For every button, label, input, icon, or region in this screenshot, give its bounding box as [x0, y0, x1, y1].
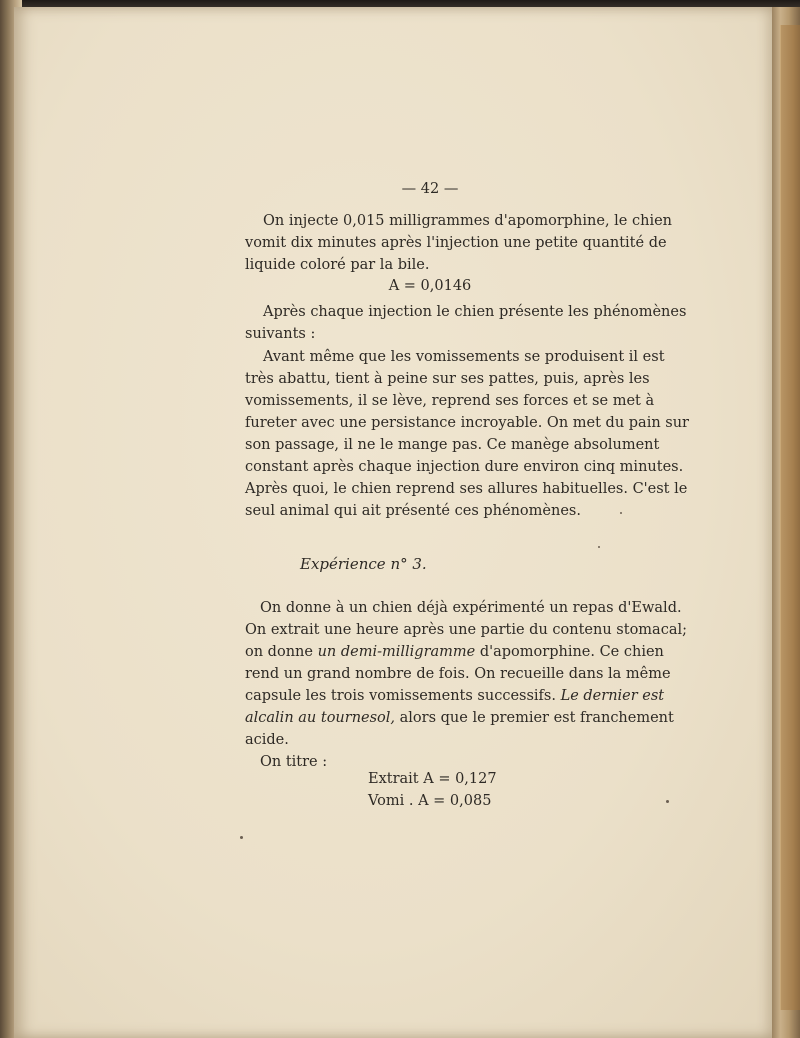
book-page — [14, 7, 772, 1038]
text-line: constant après chaque injection dure environ cinq minutes. — [245, 459, 684, 475]
page-number: — 42 — — [401, 181, 459, 197]
titration-intro: On titre : — [260, 754, 328, 770]
text-line: On extrait une heure après une partie du contenu stomacal; — [245, 622, 687, 638]
text-span: on donne — [245, 644, 313, 660]
text-line: On donne à un chien déjà expérimenté un repas d'Ewald. — [260, 600, 682, 616]
page-edge-stack — [772, 7, 800, 1038]
result-line: Vomi . A = 0,085 — [368, 793, 492, 809]
text-line: On injecte 0,015 milligrammes d'apomorphine, le chien — [263, 213, 673, 229]
text-line: Après quoi, le chien reprend ses allures habituelles. C'est le — [245, 481, 688, 497]
text-line: fureter avec une persistance incroyable. On met du pain sur — [245, 415, 689, 431]
text-line — [245, 708, 674, 730]
dust-speck — [620, 512, 622, 514]
emphasis: Le dernier est — [560, 688, 665, 704]
text-line: Après chaque injection le chien présente les phénomènes — [263, 304, 687, 320]
text-line: acide. — [245, 732, 289, 748]
text-span: alors que le premier est franchement — [399, 710, 674, 726]
text-line: vomit dix minutes après l'injection une petite quantité de — [245, 235, 667, 251]
text-line: son passage, il ne le mange pas. Ce manège absolument — [245, 437, 660, 453]
text-span: d'apomorphine. Ce chien — [479, 644, 664, 660]
text-line: seul animal qui ait présenté ces phénomènes. — [245, 503, 581, 519]
text-line: rend un grand nombre de fois. On recueille dans la même — [245, 666, 671, 682]
formula: A = 0,0146 — [388, 278, 472, 294]
text-line — [245, 642, 664, 664]
dust-speck — [666, 800, 669, 803]
dust-speck — [598, 546, 600, 548]
dust-speck — [240, 836, 243, 839]
text-span: capsule les trois vomissements successifs. — [245, 688, 556, 704]
result-line: Extrait A = 0,127 — [368, 771, 497, 787]
text-line: vomissements, il se lève, reprend ses forces et se met à — [245, 393, 655, 409]
text-line: suivants : — [245, 326, 316, 342]
text-line: très abattu, tient à peine sur ses pattes, puis, après les — [245, 371, 650, 387]
emphasis: alcalin au tournesol, — [245, 710, 396, 726]
text-line: Avant même que les vomissements se produisent il est — [263, 349, 665, 365]
section-heading: Expérience n° 3. — [300, 555, 427, 573]
emphasis: un demi-milligramme — [317, 644, 476, 660]
text-line — [245, 686, 665, 708]
text-line: liquide coloré par la bile. — [245, 257, 430, 273]
